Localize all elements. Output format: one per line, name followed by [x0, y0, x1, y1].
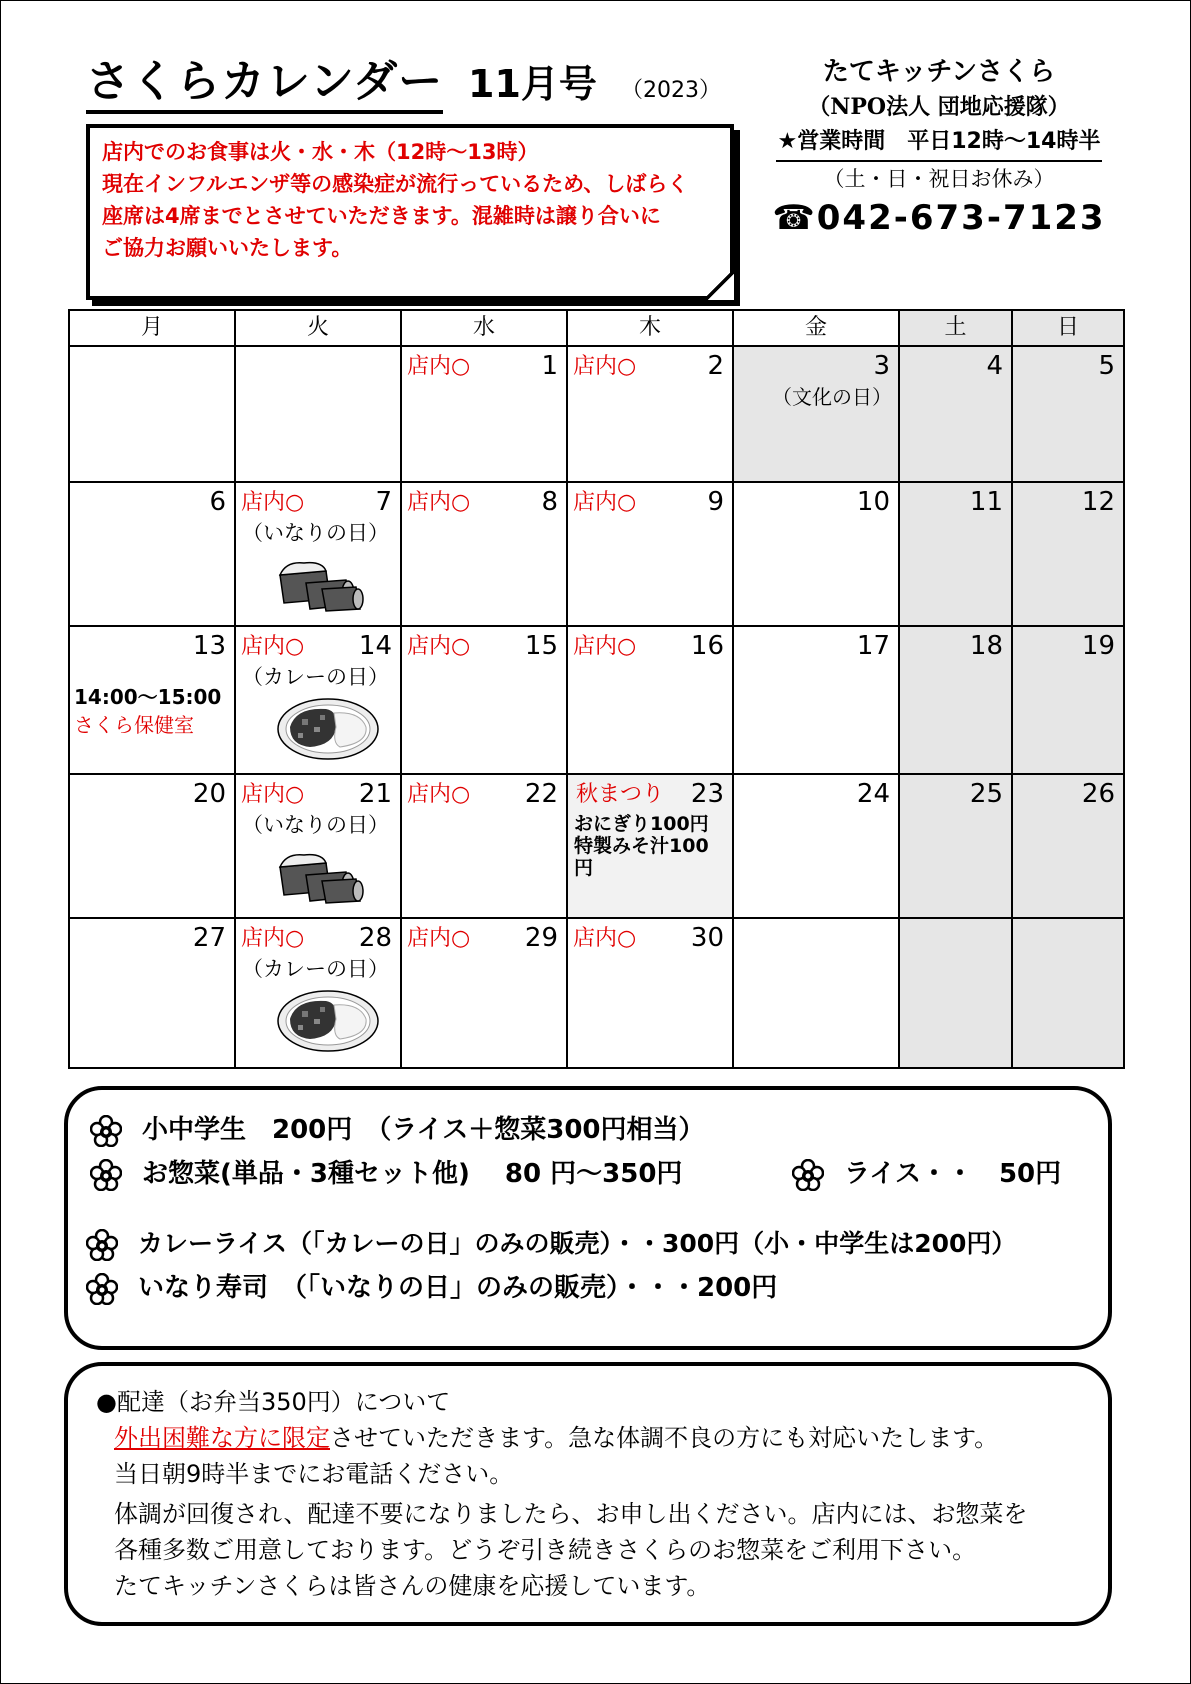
inari-sushi-icon	[276, 553, 364, 613]
weekday-label: 金	[733, 310, 899, 346]
day-number: 11	[969, 487, 1003, 517]
day-number: 9	[707, 487, 724, 517]
dine-in-mark: 店内○	[573, 634, 637, 659]
calendar-week	[69, 774, 1124, 918]
weekday-label: 日	[1012, 310, 1124, 346]
calendar-day	[899, 774, 1012, 918]
notice-line: 現在インフルエンザ等の感染症が流行っているため、しばらく	[102, 172, 689, 196]
dine-in-mark: 店内○	[407, 490, 471, 515]
day-number: 6	[209, 487, 226, 517]
special-day-label: （カレーの日）	[242, 665, 389, 689]
day-number: 5	[1098, 351, 1115, 381]
inari-sushi-icon	[276, 845, 364, 905]
calendar-week	[69, 626, 1124, 774]
delivery-text: させていただきます。急な体調不良の方にも対応いたします。	[330, 1424, 999, 1452]
calendar-day	[401, 774, 567, 918]
day-number: 28	[358, 923, 392, 953]
delivery-line: 体調が回復され、配達不要になりましたら、お申し出ください。店内には、お惣菜を	[114, 1500, 1028, 1528]
festival-items	[574, 813, 726, 879]
event-place: さくら保健室	[74, 713, 194, 737]
calendar-day	[1012, 918, 1124, 1068]
calendar-day	[567, 918, 733, 1068]
price-text: ライス・・ 50円	[844, 1159, 1062, 1189]
delivery-heading: ●配達（お弁当350円）について	[96, 1388, 451, 1416]
calendar-day	[69, 346, 235, 482]
calendar-day	[235, 482, 401, 626]
calendar-day	[1012, 626, 1124, 774]
calendar-day	[235, 918, 401, 1068]
festival-item: おにぎり100円	[574, 813, 709, 835]
event-time: 14:00～15:00	[74, 685, 222, 709]
day-number: 2	[707, 351, 724, 381]
calendar-day	[733, 346, 899, 482]
weekday-label: 火	[235, 310, 401, 346]
calendar-day	[235, 626, 401, 774]
calendar-day	[69, 918, 235, 1068]
day-number: 1	[541, 351, 558, 381]
calendar-day	[567, 346, 733, 482]
day-number: 23	[690, 779, 724, 809]
day-number: 7	[375, 487, 392, 517]
phone-number: ☎042-673-7123	[772, 198, 1106, 238]
weekday-label: 土	[899, 310, 1012, 346]
year-label: （2023）	[621, 78, 721, 103]
weekday-label: 木	[567, 310, 733, 346]
calendar-day	[401, 482, 567, 626]
calendar-day	[899, 626, 1012, 774]
day-number: 3	[873, 351, 890, 381]
dine-in-mark: 店内○	[573, 354, 637, 379]
day-number: 20	[192, 779, 226, 809]
calendar-day	[1012, 774, 1124, 918]
price-box	[64, 1086, 1112, 1350]
weekday-label: 水	[401, 310, 567, 346]
special-day-label: （カレーの日）	[242, 957, 389, 981]
day-number: 4	[986, 351, 1003, 381]
page-curl-icon	[704, 270, 734, 300]
flower-icon	[86, 1273, 118, 1305]
calendar-week	[69, 482, 1124, 626]
food-image	[276, 553, 364, 617]
day-number: 12	[1081, 487, 1115, 517]
curry-rice-icon	[276, 989, 380, 1053]
weekday-label: 月	[69, 310, 235, 346]
day-number: 29	[524, 923, 558, 953]
shop-org: （NPO法人 団地応援隊）	[808, 94, 1070, 120]
notice-line: 座席は4席までとさせていただきます。混雑時は譲り合いに	[102, 204, 661, 228]
calendar-day	[401, 918, 567, 1068]
calendar-day	[733, 918, 899, 1068]
calendar-day	[733, 626, 899, 774]
calendar-day	[235, 774, 401, 918]
calendar-day	[733, 774, 899, 918]
dine-in-mark: 店内○	[407, 634, 471, 659]
dine-in-mark: 店内○	[241, 926, 305, 951]
day-number: 17	[856, 631, 890, 661]
calendar-day	[235, 346, 401, 482]
dine-in-mark: 店内○	[241, 490, 305, 515]
calendar-day	[567, 482, 733, 626]
delivery-box	[64, 1362, 1112, 1626]
page-title: さくらカレンダー	[86, 56, 443, 114]
weekday-header	[69, 310, 1124, 346]
food-image	[276, 697, 380, 765]
day-number: 14	[358, 631, 392, 661]
delivery-line: 各種多数ご用意しております。どうぞ引き続きさくらのお惣菜をご利用下さい。	[114, 1536, 977, 1564]
calendar-day	[1012, 482, 1124, 626]
day-number: 16	[690, 631, 724, 661]
calendar-day	[567, 626, 733, 774]
calendar-day	[1012, 346, 1124, 482]
festival-label: 秋まつり	[576, 782, 665, 807]
day-number: 8	[541, 487, 558, 517]
title-row	[86, 56, 726, 116]
notice-line: ご協力お願いいたします。	[102, 236, 353, 260]
day-number: 30	[690, 923, 724, 953]
flower-icon	[792, 1159, 824, 1191]
special-day-label: （いなりの日）	[242, 521, 389, 545]
notice-line: 店内でのお食事は火・水・木（12時～13時）	[102, 140, 539, 164]
calendar-day	[899, 482, 1012, 626]
dine-in-mark: 店内○	[407, 926, 471, 951]
price-text: 小中学生 200円 （ライス＋惣菜300円相当）	[142, 1115, 705, 1145]
calendar-day	[69, 774, 235, 918]
calendar-day	[69, 482, 235, 626]
day-number: 18	[969, 631, 1003, 661]
closed-days: （土・日・祝日お休み）	[823, 167, 1055, 191]
issue-label: 11月号	[468, 62, 597, 106]
calendar-day	[69, 626, 235, 774]
day-number: 22	[524, 779, 558, 809]
delivery-line	[114, 1422, 998, 1454]
day-number: 13	[192, 631, 226, 661]
delivery-line: 当日朝9時半までにお電話ください。	[114, 1460, 514, 1488]
price-line	[792, 1156, 1061, 1192]
calendar-day	[401, 626, 567, 774]
notice-box	[86, 124, 734, 300]
calendar-week	[69, 346, 1124, 482]
calendar-table	[68, 309, 1125, 1069]
calendar-day	[567, 774, 733, 918]
dine-in-mark: 店内○	[573, 490, 637, 515]
special-day-label: （いなりの日）	[242, 813, 389, 837]
flower-icon	[86, 1229, 118, 1261]
day-number: 10	[856, 487, 890, 517]
price-text: カレーライス（「カレーの日」のみの販売）・・300円（小・中学生は200円）	[138, 1229, 1017, 1258]
dine-in-mark: 店内○	[407, 782, 471, 807]
price-line	[86, 1270, 777, 1306]
holiday-label: （文化の日）	[772, 385, 892, 409]
festival-item: 特製みそ汁100	[574, 835, 709, 857]
food-image	[276, 989, 380, 1057]
shop-name: たてキッチンさくら	[822, 57, 1056, 87]
calendar-week	[69, 918, 1124, 1068]
price-line	[90, 1112, 705, 1148]
day-number: 15	[524, 631, 558, 661]
calendar-day	[899, 346, 1012, 482]
delivery-limited: 外出困難な方に限定	[114, 1424, 330, 1452]
flower-icon	[90, 1115, 122, 1147]
flower-icon	[90, 1159, 122, 1191]
business-hours: ★営業時間 平日12時～14時半	[776, 124, 1103, 162]
day-number: 25	[969, 779, 1003, 809]
dine-in-mark: 店内○	[573, 926, 637, 951]
curry-rice-icon	[276, 697, 380, 761]
price-text: いなり寿司 （「いなりの日」のみの販売）・・・200円	[138, 1273, 778, 1303]
day-number: 21	[358, 779, 392, 809]
day-number: 19	[1081, 631, 1115, 661]
food-image	[276, 845, 364, 909]
calendar-day	[899, 918, 1012, 1068]
calendar-day	[401, 346, 567, 482]
shop-info	[756, 54, 1122, 240]
calendar-day	[733, 482, 899, 626]
dine-in-mark: 店内○	[407, 354, 471, 379]
day-number: 27	[192, 923, 226, 953]
dine-in-mark: 店内○	[241, 782, 305, 807]
price-line	[90, 1156, 682, 1192]
day-number: 26	[1081, 779, 1115, 809]
price-text: お惣菜(単品・3種セット他) 80 円～350円	[142, 1159, 683, 1189]
price-line	[86, 1226, 1016, 1262]
day-number: 24	[856, 779, 890, 809]
delivery-line: たてキッチンさくらは皆さんの健康を応援しています。	[114, 1572, 711, 1600]
festival-item: 円	[574, 857, 594, 879]
dine-in-mark: 店内○	[241, 634, 305, 659]
